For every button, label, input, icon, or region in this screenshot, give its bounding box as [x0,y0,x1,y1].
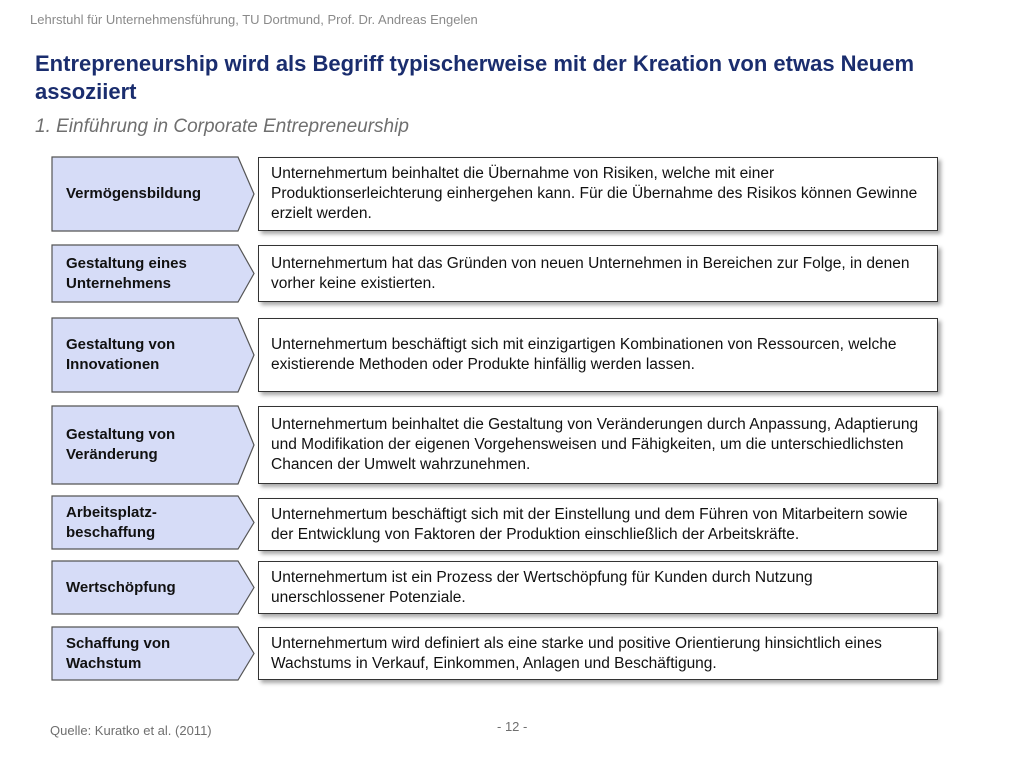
footer-source: Quelle: Kuratko et al. (2011) [50,723,212,738]
row-label-arrow [52,318,254,392]
row-label-arrow [52,157,254,231]
row-description: Unternehmertum ist ein Prozess der Wertschöpfung für Kunden durch Nutzung unerschlossener Potenziale. [258,561,938,614]
header-institution: Lehrstuhl für Unternehmensführung, TU Dortmund, Prof. Dr. Andreas Engelen [30,12,478,27]
row-label: Vermögensbildung [66,185,202,202]
row-description: Unternehmertum beschäftigt sich mit einzigartigen Kombinationen von Ressourcen, welche existierende Methoden oder Produkte hinfällig werden lassen. [258,318,938,392]
row-label: Gestaltung von Innovationen [66,336,176,373]
row-label: Gestaltung von Veränderung [66,426,176,463]
row-label: Schaffung von Wachstum [66,634,171,672]
row-description: Unternehmertum beinhaltet die Übernahme von Risiken, welche mit einer Produktionserleichterung einhergehen kann. Für die Übernahme des Risikos können Gewinne erzielt werden. [258,157,938,231]
row-description: Unternehmertum beschäftigt sich mit der Einstellung und dem Führen von Mitarbeitern sowie der Entwicklung von Faktoren der Produktion einschließlich der Arbeitskräfte. [258,498,938,551]
row-label-arrow [52,561,254,614]
row-label: Gestaltung eines Unternehmens [66,254,187,292]
row-label: Wertschöpfung [66,578,176,596]
slide-subtitle: 1. Einführung in Corporate Entrepreneurship [35,116,409,137]
row-label-arrow [52,406,254,484]
row-description: Unternehmertum hat das Gründen von neuen Unternehmen in Bereichen zur Folge, in denen vorher keine existierten. [258,245,938,302]
row-label-arrow [52,245,254,302]
row-label-arrow [52,496,254,549]
slide-title: Entrepreneurship wird als Begriff typischerweise mit der Kreation von etwas Neuem assoziiert [35,51,915,104]
row-label: Arbeitsplatz-beschaffung [66,503,157,541]
row-label-arrow [52,627,254,680]
row-description: Unternehmertum wird definiert als eine starke und positive Orientierung hinsichtlich eines Wachstums in Verkauf, Einkommen, Anlagen und Beschäftigung. [258,627,938,680]
row-description: Unternehmertum beinhaltet die Gestaltung von Veränderungen durch Anpassung, Adaptierung und Modifikation der eigenen Vorgehensweisen und Fähigkeiten, um die unterschiedlichsten Chancen der Umwelt wahrzunehmen. [258,406,938,484]
page-number: - 12 - [497,719,528,734]
